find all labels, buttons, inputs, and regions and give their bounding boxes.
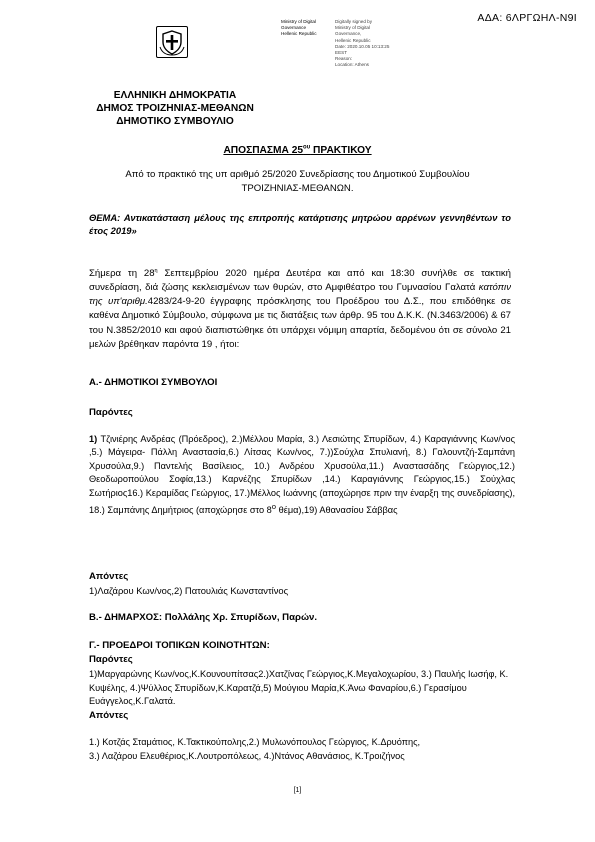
absent-members: 1)Λαζάρου Κων/νος,2) Πατουλιάς Κωνσταντίνος	[89, 585, 289, 596]
presidents-present-list: 1)Μαργαρώνης Κων/νος,Κ.Κουνουπίτσας2.)Χατζίνας Γεώργιος,Κ.Μεγαλοχωρίου, 3.) Παυλής Ιωσήφ, Κ. Κυψέλης, 4.)Ψύλλος Σπυρίδων,Κ.Καρατζά,5) Μούγιου Μαρία,Κ.Άνω Φαναρίου,6.) Γερασίμου Ευάγγελος,Κ.Γαλατά.	[89, 669, 509, 707]
header-republic: ΕΛΛΗΝΙΚΗ ΔΗΜΟΚΡΑΤΙΑ	[113, 90, 237, 101]
present-label: Παρόντες	[89, 407, 133, 418]
signature-value: EEST	[335, 50, 347, 56]
page-number: [1]	[293, 787, 302, 794]
signature-value: Ministry of Digital	[335, 25, 370, 31]
hellenic-emblem-icon	[156, 26, 188, 58]
section-a-heading: Α.- ΔΗΜΟΤΙΚΟΙ ΣΥΜΒΟΥΛΟΙ	[89, 377, 218, 388]
signature-value: Hellenic Republic	[335, 37, 371, 43]
signature-value: Digitally signed by	[335, 19, 373, 24]
absent-label-presidents: Απόντες	[89, 710, 129, 721]
header-council: ΔΗΜΟΤΙΚΟ ΣΥΜΒΟΥΛΙΟ	[116, 116, 234, 127]
signature-value: Reason:	[335, 56, 353, 62]
digital-signature-block	[281, 19, 431, 69]
absent-label: Απόντες	[89, 571, 129, 582]
section-g-heading: Γ.- ΠΡΟΕΔΡΟΙ ΤΟΠΙΚΩΝ ΚΟΙΝΟΤΗΤΩΝ:	[89, 640, 270, 651]
signature-value: Location: Athens	[335, 62, 369, 68]
presidents-absent-list: 1.) Κοτζάς Σταμάτιος, Κ.Τακτικούπολης,2.) Μυλωνόπουλος Γεώργιος, Κ.Δρυόπης, 3.) Λαζάρου Ελευθέριος,Κ.Λουτροπόλεως, 4.)Ντάνος Αθανάσιος, Κ.Τροιζήνος	[89, 737, 421, 761]
session-paragraph: Σήμερα τη $28^\eta$ Σεπτεμβρίου 2020 ημέρα Δευτέρα και από και 18:30 συνήλθε σε τακτική συνεδρίαση, διά ζώσης κεκλεισμένων των θυρών, στο Αμφιθέατρο του Γυμνασίου Γαλατά κατόπιν της υπ'αριθμ.4283/24-9-20 έγγραφης πρόσκλησης του Προέδρου του Δ.Σ., που επιδόθηκε σε καθένα Δημοτικό Σύμβουλο, σύμφωνα με τις διατάξεις των άρθρ. 95 του Δ.Κ.Κ. (Ν.3463/2006) & 67 του Ν.3852/2010 και αφού διαπιστώθηκε ότι υπάρχει νόμιμη απαρτία, δεδομένου ότι σε σύνολο 21 μελών βρέθηκαν παρόντα 19 , ήτοι:	[89, 268, 512, 350]
signature-key	[281, 62, 335, 68]
signature-row	[281, 62, 431, 68]
document-title: ΑΠΟΣΠΑΣΜΑ $25^{o\upsilon}$ ΠΡΑΚΤΙΚΟΥ	[223, 145, 372, 157]
ada-code: ΑΔΑ: 6ΛΡΓΩΗΛ-Ν9Ι	[477, 12, 577, 24]
signature-value: Governance,	[335, 31, 362, 37]
intro-text: Από το πρακτικό της υπ αριθμό 25/2020 Συνεδρίασης του Δημοτικού Συμβουλίου ΤΡΟΙΖΗΝΙΑΣ-ΜΕΘΑΝΩΝ.	[125, 169, 470, 194]
subject-line: ΘΕΜΑ: Αντικατάσταση μέλους της επιτροπής κατάρτισης μητρώου αρρένων γεννηθέντων το έτος 2019»	[89, 212, 511, 236]
signature-key: Ministry of Digital	[281, 19, 316, 24]
document-header	[60, 89, 290, 128]
header-municipality: ΔΗΜΟΣ ΤΡΟΙΖΗΝΙΑΣ-ΜΕΘΑΝΩΝ	[96, 103, 254, 114]
signature-key: Governance	[281, 25, 307, 31]
council-members-list: 1) Τζινιέρης Ανδρέας (Πρόεδρος), 2.)Μέλλου Μαρία, 3.) Λεσιώτης Σπυρίδων, 4.) Καραγιάννης Κων/νος ,5.) Μάγειρα- Πάλλη Αναστασία,6.) Λίτσας Κων/νος, 7.))Σούχλα Σπυλιανή, 8.) Γαλουντζή-Σαμπάνη Χρυσούλα,9.) Παντελής Βασίλειος, 10.) Ανδρέου Χρυσούλα,11.) Αναστασάδης Γεώργιος,12.) Θεοδωροπούλου Σοφία,13.) Καρνέζης Σπυρίδων ,14.) Καραγιάννης Γεώργιος,15.) Σούχλας Σωτήριος16.) Κεραμίδας Γεώργιος, 17.)Μέλλος Ιωάννης (αποχώρησε πριν την έναρξη της συνεδρίασης), 18.) Σαμπάνης Δημήτριος (αποχώρησε στο $8^o$ θέμα),19) Αθανασίου Σάββας	[89, 434, 515, 516]
signature-key: Hellenic Republic	[281, 31, 317, 37]
section-b-mayor: Β.- ΔΗΜΑΡΧΟΣ: Πολλάλης Χρ. Σπυρίδων, Παρών.	[89, 612, 318, 623]
signature-value: Date: 2020.10.05 10:13:25	[335, 43, 390, 49]
present-label-presidents: Παρόντες	[89, 654, 133, 665]
